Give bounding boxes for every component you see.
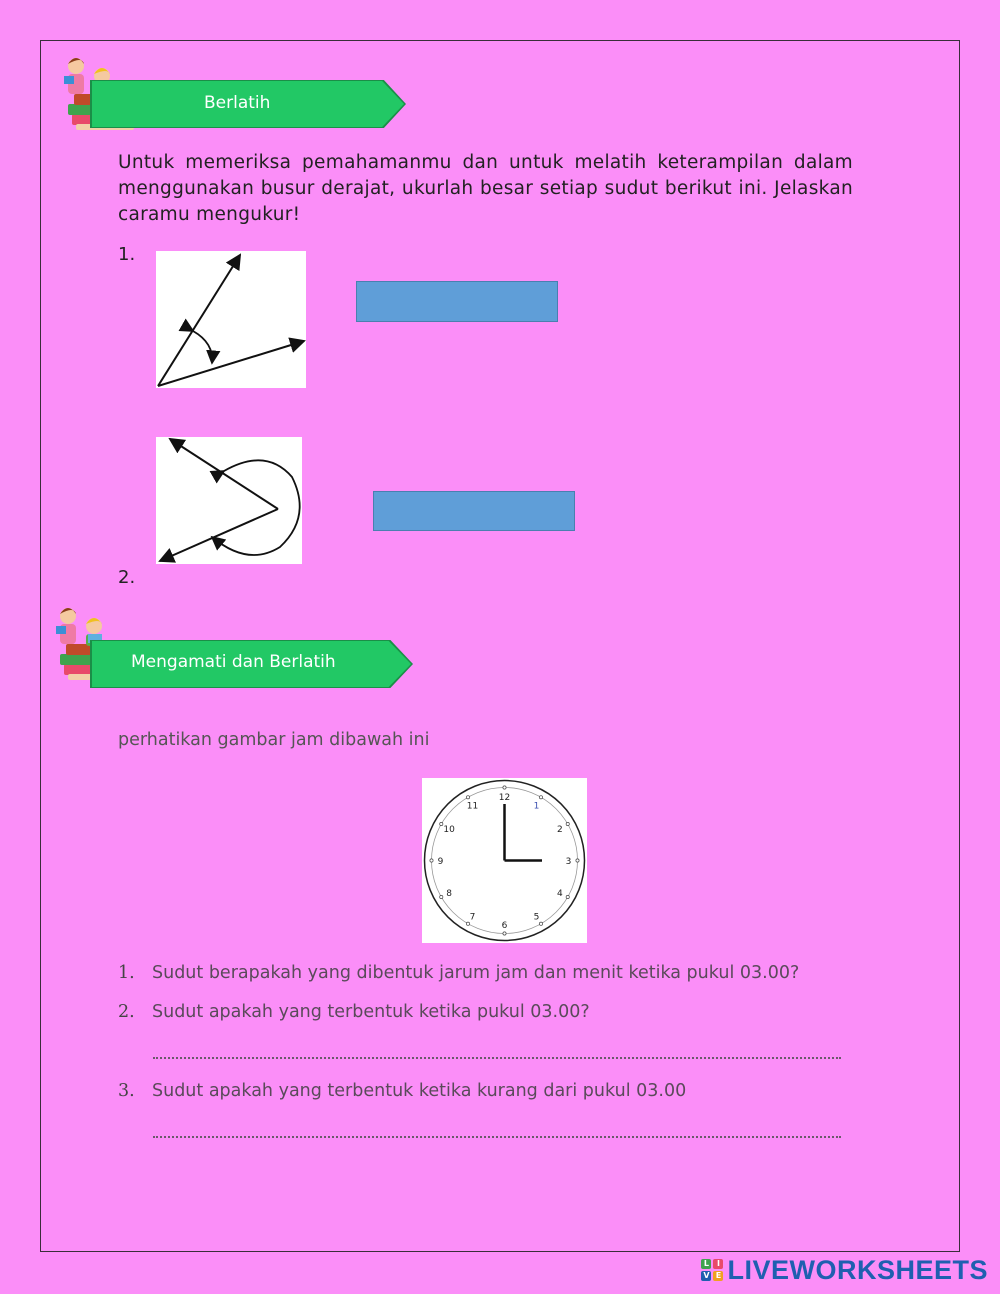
clock-number: 5 [533, 912, 540, 923]
section-title: Mengamati dan Berlatih [131, 652, 336, 672]
clock-tick [440, 895, 443, 898]
clock-number: 7 [469, 912, 476, 923]
clock-number: 4 [557, 889, 563, 899]
clock-number: 3 [565, 857, 572, 867]
exercise-number: 1. [118, 244, 136, 265]
clock-tick [430, 859, 433, 862]
clock-tick [503, 932, 506, 935]
clock-number: 11 [466, 801, 479, 812]
question-text: Sudut berapakah yang dibentuk jarum jam dan menit ketika pukul 03.00? [152, 963, 800, 983]
answer-line-3[interactable] [153, 1134, 841, 1138]
clock-number: 1 [533, 801, 540, 812]
liveworksheets-logo [701, 1253, 988, 1287]
clock-number: 2 [557, 825, 563, 835]
clock-instruction: perhatikan gambar jam dibawah ini [118, 730, 430, 750]
question-3 [118, 1081, 686, 1101]
clock-tick [566, 822, 569, 825]
clock-tick [466, 796, 469, 799]
clock-number: 8 [446, 889, 452, 899]
answer-box-2[interactable] [373, 491, 575, 531]
angle-figure-1 [156, 251, 306, 388]
clock-figure [422, 778, 587, 943]
answer-box-1[interactable] [356, 281, 558, 322]
section-title: Berlatih [204, 93, 271, 113]
question-2 [118, 1002, 590, 1022]
question-number: 2. [118, 1002, 135, 1022]
clock-tick [503, 786, 506, 789]
clock-tick [566, 895, 569, 898]
question-text: Sudut apakah yang terbentuk ketika pukul 03.00? [152, 1002, 590, 1022]
clock-tick [466, 922, 469, 925]
intro-paragraph: Untuk memeriksa pemahamanmu dan untuk melatih keterampilan dalam menggunakan busur derajat, ukurlah besar setiap sudut berikut ini. Jelaskan caramu mengukur! [118, 152, 853, 225]
question-text: Sudut apakah yang terbentuk ketika kurang dari pukul 03.00 [152, 1081, 687, 1101]
answer-line-2[interactable] [153, 1055, 841, 1059]
angle-figure-2 [156, 437, 302, 564]
question-1 [118, 963, 799, 983]
clock-tick [539, 922, 542, 925]
question-number: 3. [118, 1081, 135, 1101]
clock-tick [539, 796, 542, 799]
brand-name: LIVEWORKSHEETS [727, 1254, 988, 1285]
exercise-number: 2. [118, 567, 136, 588]
clock-number: 10 [443, 825, 455, 835]
clock-number: 12 [498, 793, 511, 803]
question-number: 1. [118, 963, 135, 983]
clock-number: 6 [501, 921, 508, 931]
logo-icon: L I V E [701, 1259, 723, 1281]
clock-number: 9 [437, 857, 444, 867]
clock-tick [576, 859, 579, 862]
clock-face [422, 778, 587, 943]
